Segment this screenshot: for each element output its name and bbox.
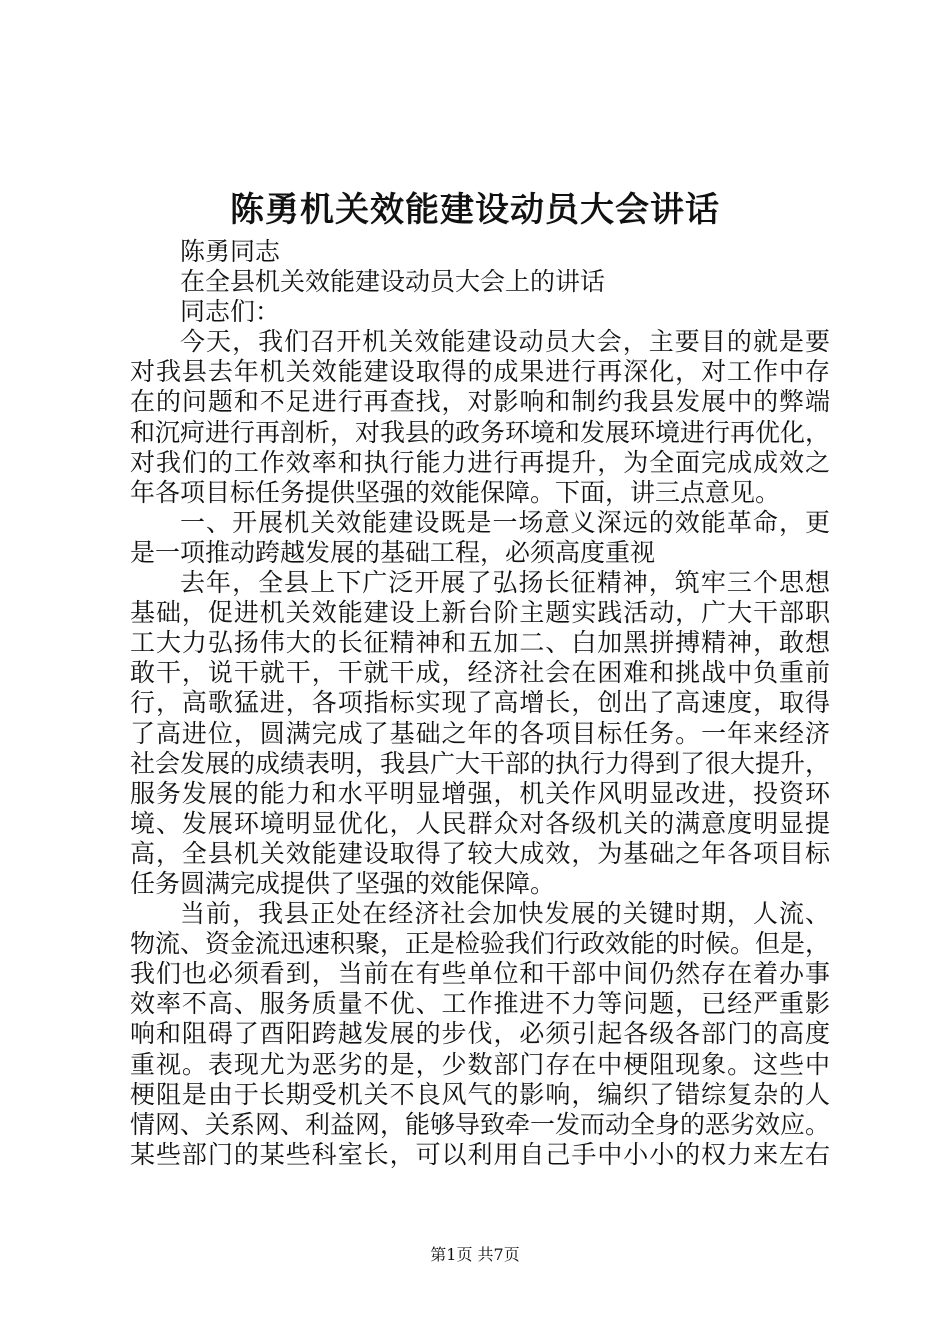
- text-line: 敢干，说干就干，干就干成，经济社会在困难和挑战中负重前: [130, 658, 830, 688]
- text-line: 了高进位，圆满完成了基础之年的各项目标任务。一年来经济: [130, 718, 830, 748]
- document-body: [130, 237, 830, 1170]
- text-line: 梗阻是由于长期受机关不良风气的影响，编织了错综复杂的人: [130, 1079, 830, 1109]
- text-line: 情网、关系网、利益网，能够导致牵一发而动全身的恶劣效应。: [130, 1109, 831, 1139]
- text-line: 去年，全县上下广泛开展了弘扬长征精神，筑牢三个思想: [180, 568, 830, 598]
- text-line: 任务圆满完成提供了坚强的效能保障。: [130, 868, 556, 898]
- text-line: 行，高歌猛进，各项指标实现了高增长，创出了高速度，取得: [130, 688, 830, 718]
- text-line: 陈勇同志: [180, 237, 281, 266]
- text-line: 服务发展的能力和水平明显增强，机关作风明显改进，投资环: [130, 778, 830, 808]
- text-line: 在的问题和不足进行再查找，对影响和制约我县发展中的弊端: [130, 387, 830, 417]
- text-line: 对我县去年机关效能建设取得的成果进行再深化，对工作中存: [130, 357, 830, 387]
- text-line: 工大力弘扬伟大的长征精神和五加二、白加黑拼搏精神，敢想: [130, 628, 830, 658]
- text-line: 物流、资金流迅速积聚，正是检验我们行政效能的时候。但是，: [130, 929, 831, 959]
- text-line: 高，全县机关效能建设取得了较大成效，为基础之年各项目标: [130, 838, 830, 868]
- document-title: 陈勇机关效能建设动员大会讲话: [230, 190, 720, 230]
- text-line: 境、发展环境明显优化，人民群众对各级机关的满意度明显提: [130, 808, 830, 838]
- page-footer: 第1页 共7页: [430, 1245, 520, 1264]
- text-line: 同志们：: [180, 297, 281, 327]
- text-line: 是一项推动跨越发展的基础工程，必须高度重视: [130, 537, 656, 567]
- text-line: 和沉疴进行再剖析，对我县的政务环境和发展环境进行再优化，: [130, 417, 831, 447]
- text-line: 今天，我们召开机关效能建设动员大会，主要目的就是要: [180, 327, 830, 357]
- text-line: 重视。表现尤为恶劣的是，少数部门存在中梗阻现象。这些中: [130, 1049, 830, 1079]
- text-line: 社会发展的成绩表明，我县广大干部的执行力得到了很大提升，: [130, 748, 831, 778]
- text-line: 在全县机关效能建设动员大会上的讲话: [180, 267, 606, 297]
- text-line: 年各项目标任务提供坚强的效能保障。下面，讲三点意见。: [130, 477, 781, 507]
- text-line: 一、开展机关效能建设既是一场意义深远的效能革命，更: [180, 507, 830, 537]
- text-line: 效率不高、服务质量不优、工作推进不力等问题，已经严重影: [130, 989, 830, 1019]
- text-line: 当前，我县正处在经济社会加快发展的关键时期，人流、: [180, 899, 830, 929]
- text-line: 我们也必须看到，当前在有些单位和干部中间仍然存在着办事: [130, 959, 830, 989]
- text-line: 某些部门的某些科室长，可以利用自己手中小小的权力来左右: [130, 1139, 830, 1169]
- text-line: 基础，促进机关效能建设上新台阶主题实践活动，广大干部职: [130, 598, 830, 628]
- text-line: 对我们的工作效率和执行能力进行再提升，为全面完成成效之: [130, 447, 830, 477]
- text-line: 响和阻碍了酉阳跨越发展的步伐，必须引起各级各部门的高度: [130, 1019, 830, 1049]
